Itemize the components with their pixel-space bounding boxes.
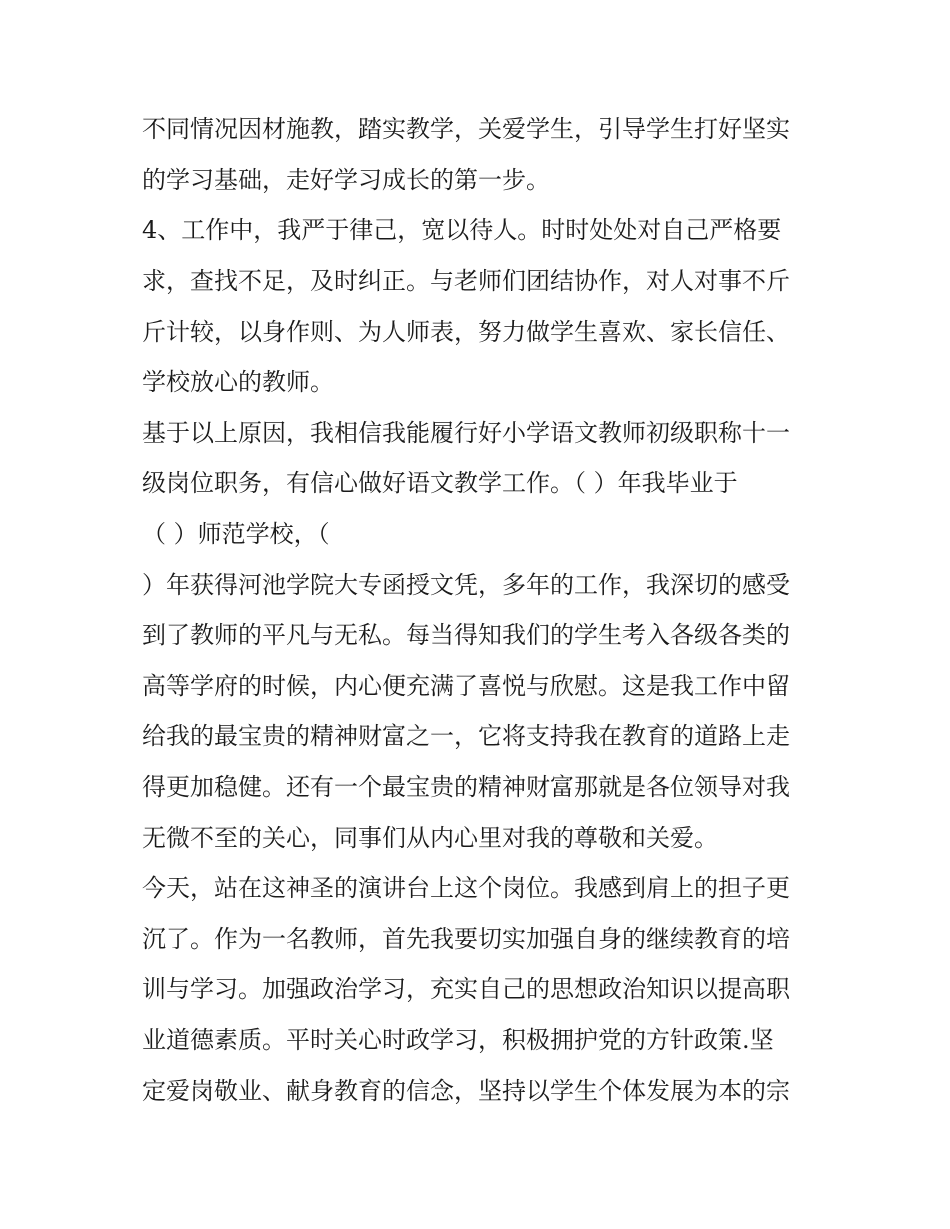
text-line-13: 给我的最宝贵的精神财富之一，它将支持我在教育的道路上走 bbox=[142, 722, 790, 750]
text-line-1: 不同情况因材施教，踏实教学，关爱学生，引导学生打好坚实 bbox=[142, 115, 790, 143]
text-line-16: 今天，站在这神圣的演讲台上这个岗位。我感到肩上的担子更 bbox=[142, 874, 790, 902]
text-line-5: 斤计较，以身作则、为人师表，努力做学生喜欢、家长信任、 bbox=[142, 318, 790, 346]
text-line-18: 训与学习。加强政治学习，充实自己的思想政治知识以提高职 bbox=[142, 975, 790, 1003]
text-line-10: ）年获得河池学院大专函授文凭，多年的工作，我深切的感受 bbox=[142, 571, 790, 599]
text-line-3: 4、工作中，我严于律己，宽以待人。时时处处对自己严格要 bbox=[142, 216, 782, 244]
text-line-17: 沉了。作为一名教师，首先我要切实加强自身的继续教育的培 bbox=[142, 925, 790, 953]
text-line-6: 学校放心的教师。 bbox=[142, 368, 334, 396]
text-line-8: 级岗位职务，有信心做好语文教学工作。（ ）年我毕业于 bbox=[142, 469, 738, 497]
text-line-15: 无微不至的关心，同事们从内心里对我的尊敬和关爱。 bbox=[142, 824, 718, 852]
text-line-19: 业道德素质。平时关心时政学习，积极拥护党的方针政策.坚 bbox=[142, 1026, 774, 1054]
text-line-14: 得更加稳健。还有一个最宝贵的精神财富那就是各位领导对我 bbox=[142, 773, 790, 801]
text-line-11: 到了教师的平凡与无私。每当得知我们的学生考入各级各类的 bbox=[142, 621, 790, 649]
text-line-9: （ ）师范学校，（ bbox=[142, 520, 330, 548]
text-line-20: 定爱岗敬业、献身教育的信念，坚持以学生个体发展为本的宗 bbox=[142, 1077, 790, 1105]
text-line-12: 高等学府的时候，内心便充满了喜悦与欣慰。这是我工作中留 bbox=[142, 672, 790, 700]
text-line-2: 的学习基础，走好学习成长的第一步。 bbox=[142, 166, 550, 194]
text-line-7: 基于以上原因，我相信我能履行好小学语文教师初级职称十一 bbox=[142, 419, 790, 447]
text-line-4: 求，查找不足，及时纠正。与老师们团结协作，对人对事不斤 bbox=[142, 267, 790, 295]
